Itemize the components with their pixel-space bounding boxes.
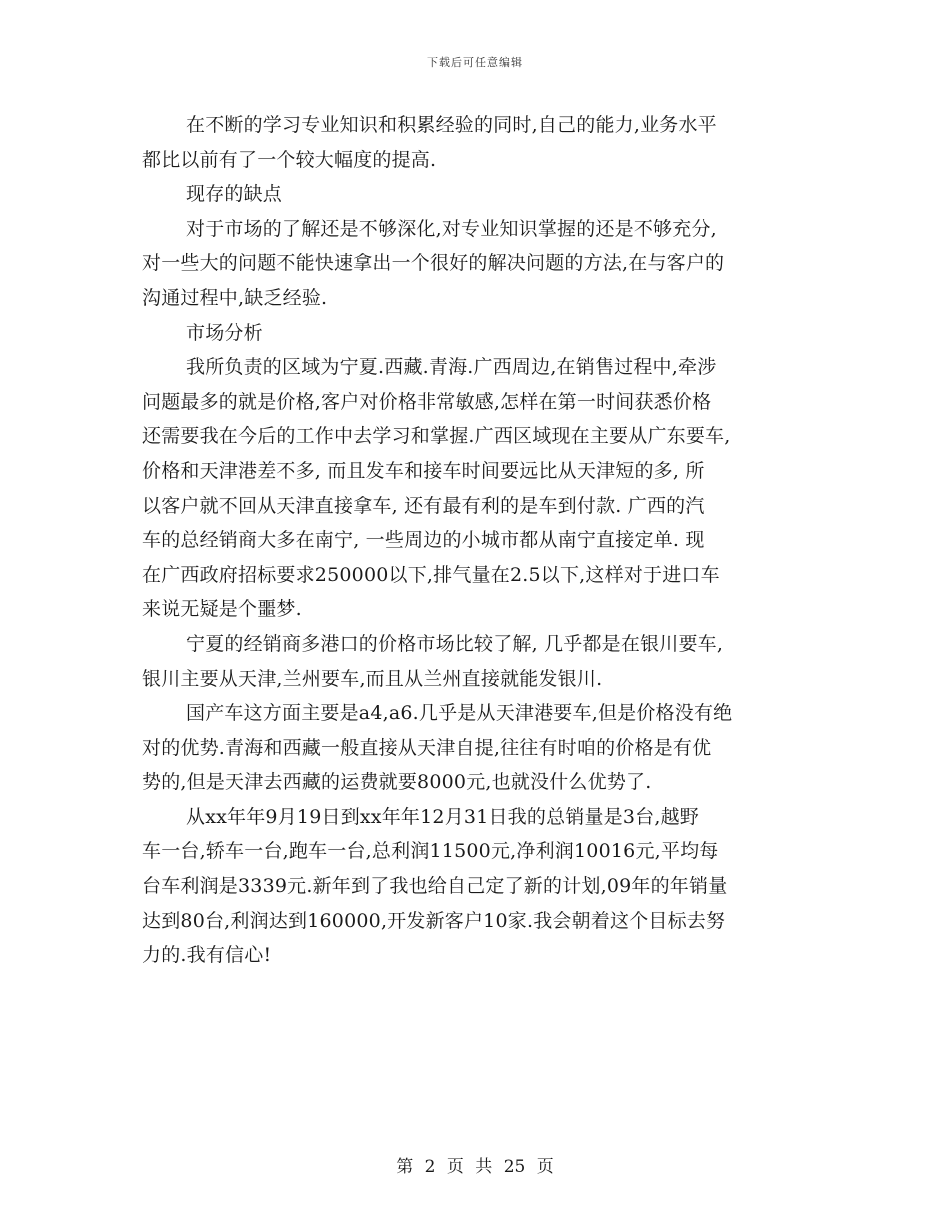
text-line: 银川主要从天津,兰州要车,而且从兰州直接就能发银川. bbox=[142, 667, 603, 690]
page-number-footer: 第 2 页 共 25 页 bbox=[396, 1157, 554, 1177]
heading-text: 现存的缺点 bbox=[186, 183, 283, 206]
paragraph bbox=[142, 627, 812, 696]
text-line: 台车利润是3339元.新年到了我也给自己定了新的计划,09年的年销量 bbox=[142, 875, 728, 898]
text-line: 对于市场的了解还是不够深化,对专业知识掌握的还是不够充分, bbox=[186, 217, 717, 240]
text-line: 车一台,轿车一台,跑车一台,总利润11500元,净利润10016元,平均每 bbox=[142, 840, 719, 863]
paragraph bbox=[142, 800, 812, 973]
page-header: 下载后可任意编辑 bbox=[427, 56, 523, 69]
heading-text: 市场分析 bbox=[186, 321, 263, 344]
text-line: 势的,但是天津去西藏的运费就要8000元,也就没什么优势了. bbox=[142, 771, 652, 794]
text-line: 以客户就不回从天津直接拿车, 还有最有利的是车到付款. 广西的汽 bbox=[142, 494, 705, 517]
paragraph bbox=[142, 350, 812, 627]
section-heading bbox=[142, 316, 812, 351]
text-line: 沟通过程中,缺乏经验. bbox=[142, 286, 328, 309]
section-heading bbox=[142, 177, 812, 212]
text-line: 宁夏的经销商多港口的价格市场比较了解, 几乎都是在银川要车, bbox=[186, 632, 724, 655]
text-line: 力的.我有信心! bbox=[142, 944, 272, 967]
paragraph bbox=[142, 696, 812, 800]
text-line: 国产车这方面主要是a4,a6.几乎是从天津港要车,但是价格没有绝 bbox=[186, 702, 733, 725]
text-line: 都比以前有了一个较大幅度的提高. bbox=[142, 148, 437, 171]
paragraph bbox=[142, 108, 812, 177]
text-line: 达到80台,利润达到160000,开发新客户10家.我会朝着这个目标去努 bbox=[142, 909, 726, 932]
text-line: 在广西政府招标要求250000以下,排气量在2.5以下,这样对于进口车 bbox=[142, 563, 720, 586]
text-line: 对的优势.青海和西藏一般直接从天津自提,往往有时咱的价格是有优 bbox=[142, 736, 712, 759]
text-line: 从xx年年9月19日到xx年年12月31日我的总销量是3台,越野 bbox=[186, 805, 700, 828]
text-line: 价格和天津港差不多, 而且发车和接车时间要远比从天津短的多, 所 bbox=[142, 459, 705, 482]
text-line: 来说无疑是个噩梦. bbox=[142, 598, 302, 621]
text-line: 对一些大的问题不能快速拿出一个很好的解决问题的方法,在与客户的 bbox=[142, 252, 725, 275]
document-body bbox=[142, 108, 812, 973]
text-line: 问题最多的就是价格,客户对价格非常敏感,怎样在第一时间获悉价格 bbox=[142, 390, 712, 413]
text-line: 我所负责的区域为宁夏.西藏.青海.广西周边,在销售过程中,牵涉 bbox=[186, 356, 717, 379]
text-line: 在不断的学习专业知识和积累经验的同时,自己的能力,业务水平 bbox=[186, 114, 717, 136]
text-line: 还需要我在今后的工作中去学习和掌握.广西区域现在主要从广东要车, bbox=[142, 425, 731, 448]
paragraph bbox=[142, 212, 812, 316]
text-line: 车的总经销商大多在南宁, 一些周边的小城市都从南宁直接定单. 现 bbox=[142, 529, 705, 552]
